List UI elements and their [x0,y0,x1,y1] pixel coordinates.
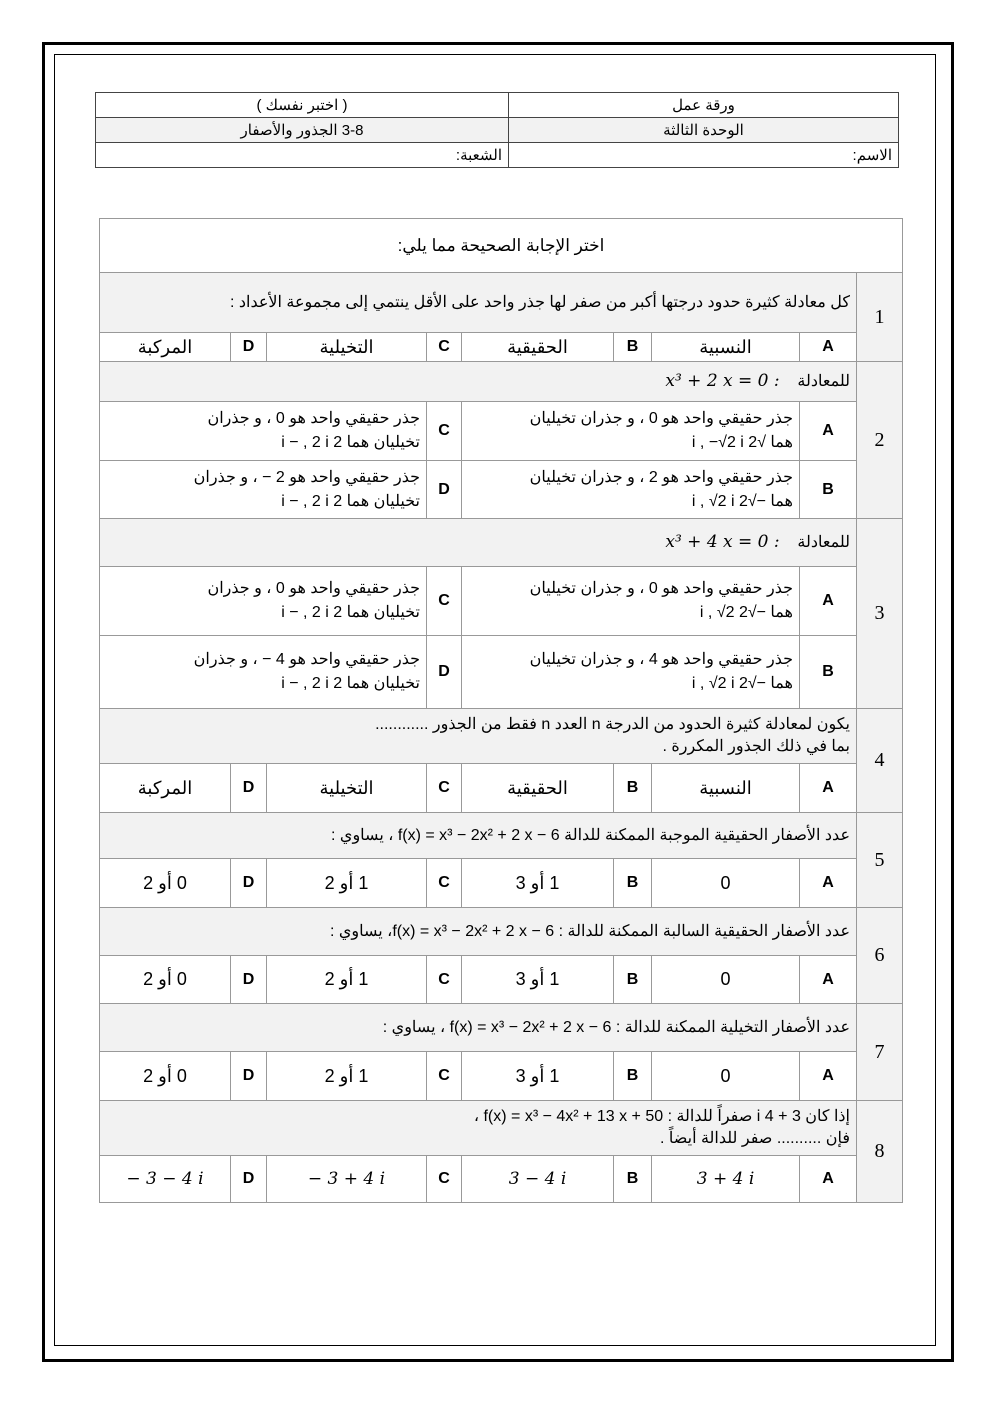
question-stem [100,519,857,567]
option-letter-b[interactable]: B [614,764,652,813]
stem-line: يكون لمعادلة كثيرة الحدود من الدرجة n العدد n فقط من الجذور ............ [375,716,850,733]
stem-line: فإن .......... صفر للدالة أيضاً . [659,1130,850,1147]
option-letter-d[interactable]: D [427,461,462,519]
option-letter-d[interactable]: D [231,859,267,908]
option-line: هما −√2 i , √2 i [691,492,793,510]
option-letter-a[interactable]: A [800,333,857,362]
question-stem: عدد الأصفار الحقيقية السالبة الممكنة للدالة : f(x) = x³ − 2x² + 2 x − 6، يساوي : [100,908,857,956]
option-d[interactable]: − 3 − 4 i [100,1156,231,1203]
option-line: هما −√2 i , √2 [699,604,793,621]
option-b[interactable]: الحقيقية [462,764,614,813]
option-line: تخيليان هما 2 i − , 2 i [281,434,420,451]
option-line: جذر حقيقي واحد هو 4 ، و جذران تخيليان [529,651,793,668]
option-letter-a[interactable]: A [800,1052,857,1101]
question-number: 6 [857,908,903,1004]
option-letter-d[interactable]: D [231,333,267,362]
option-letter-a[interactable]: A [800,1156,857,1203]
instructions: اختر الإجابة الصحيحة مما يلي: [100,219,903,273]
option-letter-b[interactable]: B [614,333,652,362]
equation: x³ + 4 x = 0 : [665,532,780,552]
option-a[interactable]: 0 [652,859,800,908]
option-c[interactable] [100,567,427,636]
questions-table [99,218,903,1203]
option-line: تخيليان هما 2 i − , 2 i [281,604,420,621]
option-a[interactable] [462,567,800,636]
question-stem: كل معادلة كثيرة حدود درجتها أكبر من صفر لها جذر واحد على الأقل ينتمي إلى مجموعة الأعداد : [100,273,857,333]
self-test-label: ( اختبر نفسك ) [96,93,509,118]
option-line: جذر حقيقي واحد هو 0 ، و جذران [207,410,420,427]
name-field[interactable]: الاسم: [509,143,899,168]
question-number: 5 [857,813,903,908]
question-number: 8 [857,1101,903,1203]
option-a[interactable]: 3 + 4 i [652,1156,800,1203]
option-letter-d[interactable]: D [427,636,462,709]
option-letter-c[interactable]: C [427,567,462,636]
option-b[interactable] [462,461,800,519]
option-a[interactable] [462,402,800,461]
option-letter-d[interactable]: D [231,1156,267,1203]
option-letter-d[interactable]: D [231,956,267,1004]
option-d[interactable] [100,636,427,709]
option-line: هما −√2 i , √2 i [691,675,793,692]
option-d[interactable]: 0 أو 2 [100,956,231,1004]
lesson-label: 3-8 الجذور والأصفار [96,118,509,143]
option-b[interactable]: 3 − 4 i [462,1156,614,1203]
question-number: 7 [857,1004,903,1101]
option-c[interactable]: التخيلية [267,764,427,813]
stem-line: بما في ذلك الجذور المكررة . [662,738,850,755]
option-letter-a[interactable]: A [800,859,857,908]
option-letter-a[interactable]: A [800,402,857,461]
option-letter-b[interactable]: B [800,461,857,519]
option-a[interactable]: النسبية [652,764,800,813]
stem-label: للمعادلة [797,534,850,551]
option-b[interactable]: 1 أو 3 [462,956,614,1004]
header-table [95,92,899,168]
option-b[interactable]: الحقيقية [462,333,614,362]
equation: x³ + 2 x = 0 : [665,371,780,391]
stem-line: إذا كان 3 + 4 i صفراً للدالة : f(x) = x³ − 4x² + 13 x + 50 ، [473,1108,850,1125]
option-letter-c[interactable]: C [427,333,462,362]
option-d[interactable] [100,461,427,519]
option-letter-b[interactable]: B [614,859,652,908]
question-stem [100,1101,857,1156]
option-c[interactable]: − 3 + 4 i [267,1156,427,1203]
option-line: تخيليان هما 2 i − , 2 i [281,675,420,692]
option-d[interactable]: 0 أو 2 [100,859,231,908]
option-letter-b[interactable]: B [614,1052,652,1101]
option-d[interactable]: المركبة [100,333,231,362]
option-b[interactable]: 1 أو 3 [462,1052,614,1101]
option-line: جذر حقيقي واحد هو 0 ، و جذران تخيليان [529,410,793,427]
question-stem: عدد الأصفار الحقيقية الموجبة الممكنة للدالة f(x) = x³ − 2x² + 2 x − 6 ، يساوي : [100,813,857,859]
option-line: هما √2 i , −√2 i [691,434,793,451]
option-line: جذر حقيقي واحد هو 0 ، و جذران [207,580,420,597]
option-c[interactable]: 1 أو 2 [267,956,427,1004]
option-a[interactable]: 0 [652,956,800,1004]
question-number: 1 [857,273,903,362]
question-number: 4 [857,709,903,813]
option-letter-b[interactable]: B [614,1156,652,1203]
question-number: 2 [857,362,903,519]
unit-label: الوحدة الثالثة [509,118,899,143]
option-letter-c[interactable]: C [427,402,462,461]
option-c[interactable]: التخيلية [267,333,427,362]
option-c[interactable]: 1 أو 2 [267,1052,427,1101]
worksheet-label: ورقة عمل [509,93,899,118]
question-number: 3 [857,519,903,709]
option-a[interactable]: 0 [652,1052,800,1101]
option-line: جذر حقيقي واحد هو 4 − ، و جذران [193,651,420,668]
option-letter-c[interactable]: C [427,859,462,908]
question-stem [100,709,857,764]
option-d[interactable]: المركبة [100,764,231,813]
question-stem: عدد الأصفار التخيلية الممكنة للدالة : f(x) = x³ − 2x² + 2 x − 6 ، يساوي : [100,1004,857,1052]
option-letter-a[interactable]: A [800,956,857,1004]
option-b[interactable] [462,636,800,709]
option-letter-c[interactable]: C [427,1156,462,1203]
option-letter-b[interactable]: B [800,636,857,709]
option-d[interactable]: 0 أو 2 [100,1052,231,1101]
option-letter-c[interactable]: C [427,956,462,1004]
option-letter-c[interactable]: C [427,1052,462,1101]
option-letter-c[interactable]: C [427,764,462,813]
option-letter-d[interactable]: D [231,1052,267,1101]
option-line: جذر حقيقي واحد هو 2 ، و جذران تخيليان [529,468,793,486]
option-b[interactable]: 1 أو 3 [462,859,614,908]
option-c[interactable] [100,402,427,461]
option-c[interactable]: 1 أو 2 [267,859,427,908]
option-letter-d[interactable]: D [231,764,267,813]
option-letter-a[interactable]: A [800,764,857,813]
option-letter-a[interactable]: A [800,567,857,636]
stem-label: للمعادلة [797,373,850,390]
option-line: تخيليان هما 2 i − , 2 i [281,492,420,510]
option-line: جذر حقيقي واحد هو 2 − ، و جذران [193,468,420,486]
option-a[interactable]: النسبية [652,333,800,362]
option-line: جذر حقيقي واحد هو 0 ، و جذران تخيليان [529,580,793,597]
section-field[interactable]: الشعبة: [96,143,509,168]
question-stem [100,362,857,402]
option-letter-b[interactable]: B [614,956,652,1004]
